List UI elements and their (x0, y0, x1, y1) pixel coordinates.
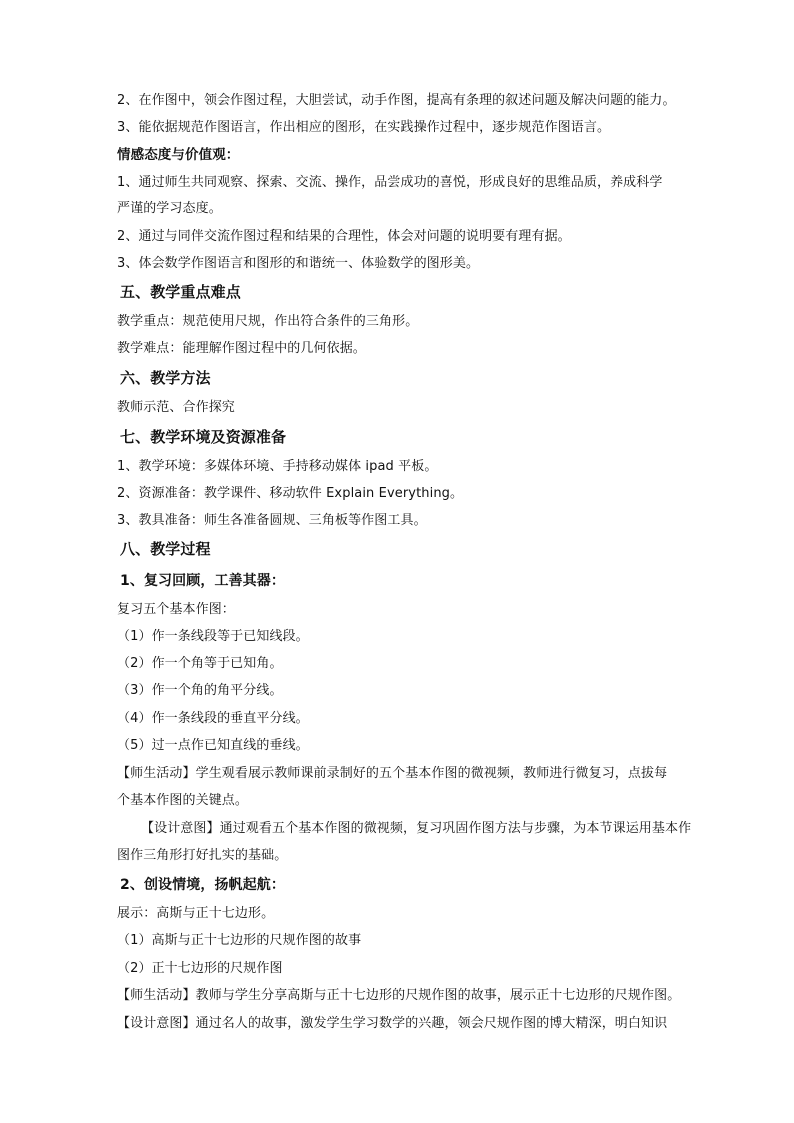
review-item-5: （5）过一点作已知直线的垂线。 (117, 738, 309, 753)
review-item-1: （1）作一条线段等于已知线段。 (117, 629, 309, 644)
environment-line-3: 3、教具准备：师生各准备圆规、三角板等作图工具。 (117, 513, 427, 528)
review-item-2: （2）作一个角等于已知角。 (117, 656, 283, 671)
design-intent-line-1-cont: 图作三角形打好扎实的基础。 (117, 848, 288, 863)
difficult-point-line: 教学难点：能理解作图过程中的几何依据。 (117, 341, 366, 356)
show-line: 展示：高斯与正十七边形。 (117, 906, 275, 921)
section-title-6: 六、教学方法 (120, 369, 211, 387)
subsection-title-2: 2、创设情境，扬帆起航： (120, 877, 285, 893)
activity-line-2: 【师生活动】教师与学生分享高斯与正十七边形的尺规作图的故事，展示正十七边形的尺规作图。 (117, 988, 681, 1003)
method-line: 教师示范、合作探究 (117, 400, 235, 415)
attitude-line-2: 2、通过与同伴交流作图过程和结果的合理性，体会对问题的说明要有理有据。 (117, 229, 571, 244)
review-intro-line: 复习五个基本作图： (117, 602, 235, 617)
environment-line-1: 1、教学环境：多媒体环境、手持移动媒体 ipad 平板。 (117, 459, 438, 474)
environment-line-2: 2、资源准备：教学课件、移动软件 Explain Everything。 (117, 486, 464, 501)
activity-line-1-cont: 个基本作图的关键点。 (117, 793, 249, 808)
design-intent-line-2: 【设计意图】通过名人的故事，激发学生学习数学的兴趣，领会尺规作图的博大精深，明白知识 (117, 1016, 668, 1031)
show-item-1: （1）高斯与正十七边形的尺规作图的故事 (117, 933, 362, 948)
review-item-3: （3）作一个角的角平分线。 (117, 683, 283, 698)
subsection-title-1: 1、复习回顾，工善其器： (120, 573, 285, 589)
section-heading-attitude: 情感态度与价值观： (117, 147, 240, 163)
section-title-7: 七、教学环境及资源准备 (120, 428, 287, 446)
design-intent-line-1: 【设计意图】通过观看五个基本作图的微视频，复习巩固作图方法与步骤，为本节课运用基本作 (141, 821, 692, 836)
activity-line-1: 【师生活动】学生观看展示教师课前录制好的五个基本作图的微视频，教师进行微复习，点拔每 (117, 766, 668, 781)
objective-line-2: 2、在作图中，领会作图过程，大胆尝试，动手作图，提高有条理的叙述问题及解决问题的能力。 (117, 93, 676, 108)
attitude-line-3: 3、体会数学作图语言和图形的和谐统一、体验数学的图形美。 (117, 256, 480, 271)
key-point-line: 教学重点：规范使用尺规，作出符合条件的三角形。 (117, 314, 419, 329)
show-item-2: （2）正十七边形的尺规作图 (117, 961, 283, 976)
review-item-4: （4）作一条线段的垂直平分线。 (117, 711, 309, 726)
section-title-5: 五、教学重点难点 (120, 283, 241, 301)
attitude-line-1: 1、通过师生共同观察、探索、交流、操作，品尝成功的喜悦，形成良好的思维品质，养成科学 (117, 175, 663, 190)
attitude-line-1-cont: 严谨的学习态度。 (117, 201, 222, 216)
section-title-8: 八、教学过程 (120, 540, 211, 558)
objective-line-3: 3、能依据规范作图语言，作出相应的图形，在实践操作过程中，逐步规范作图语言。 (117, 120, 611, 135)
